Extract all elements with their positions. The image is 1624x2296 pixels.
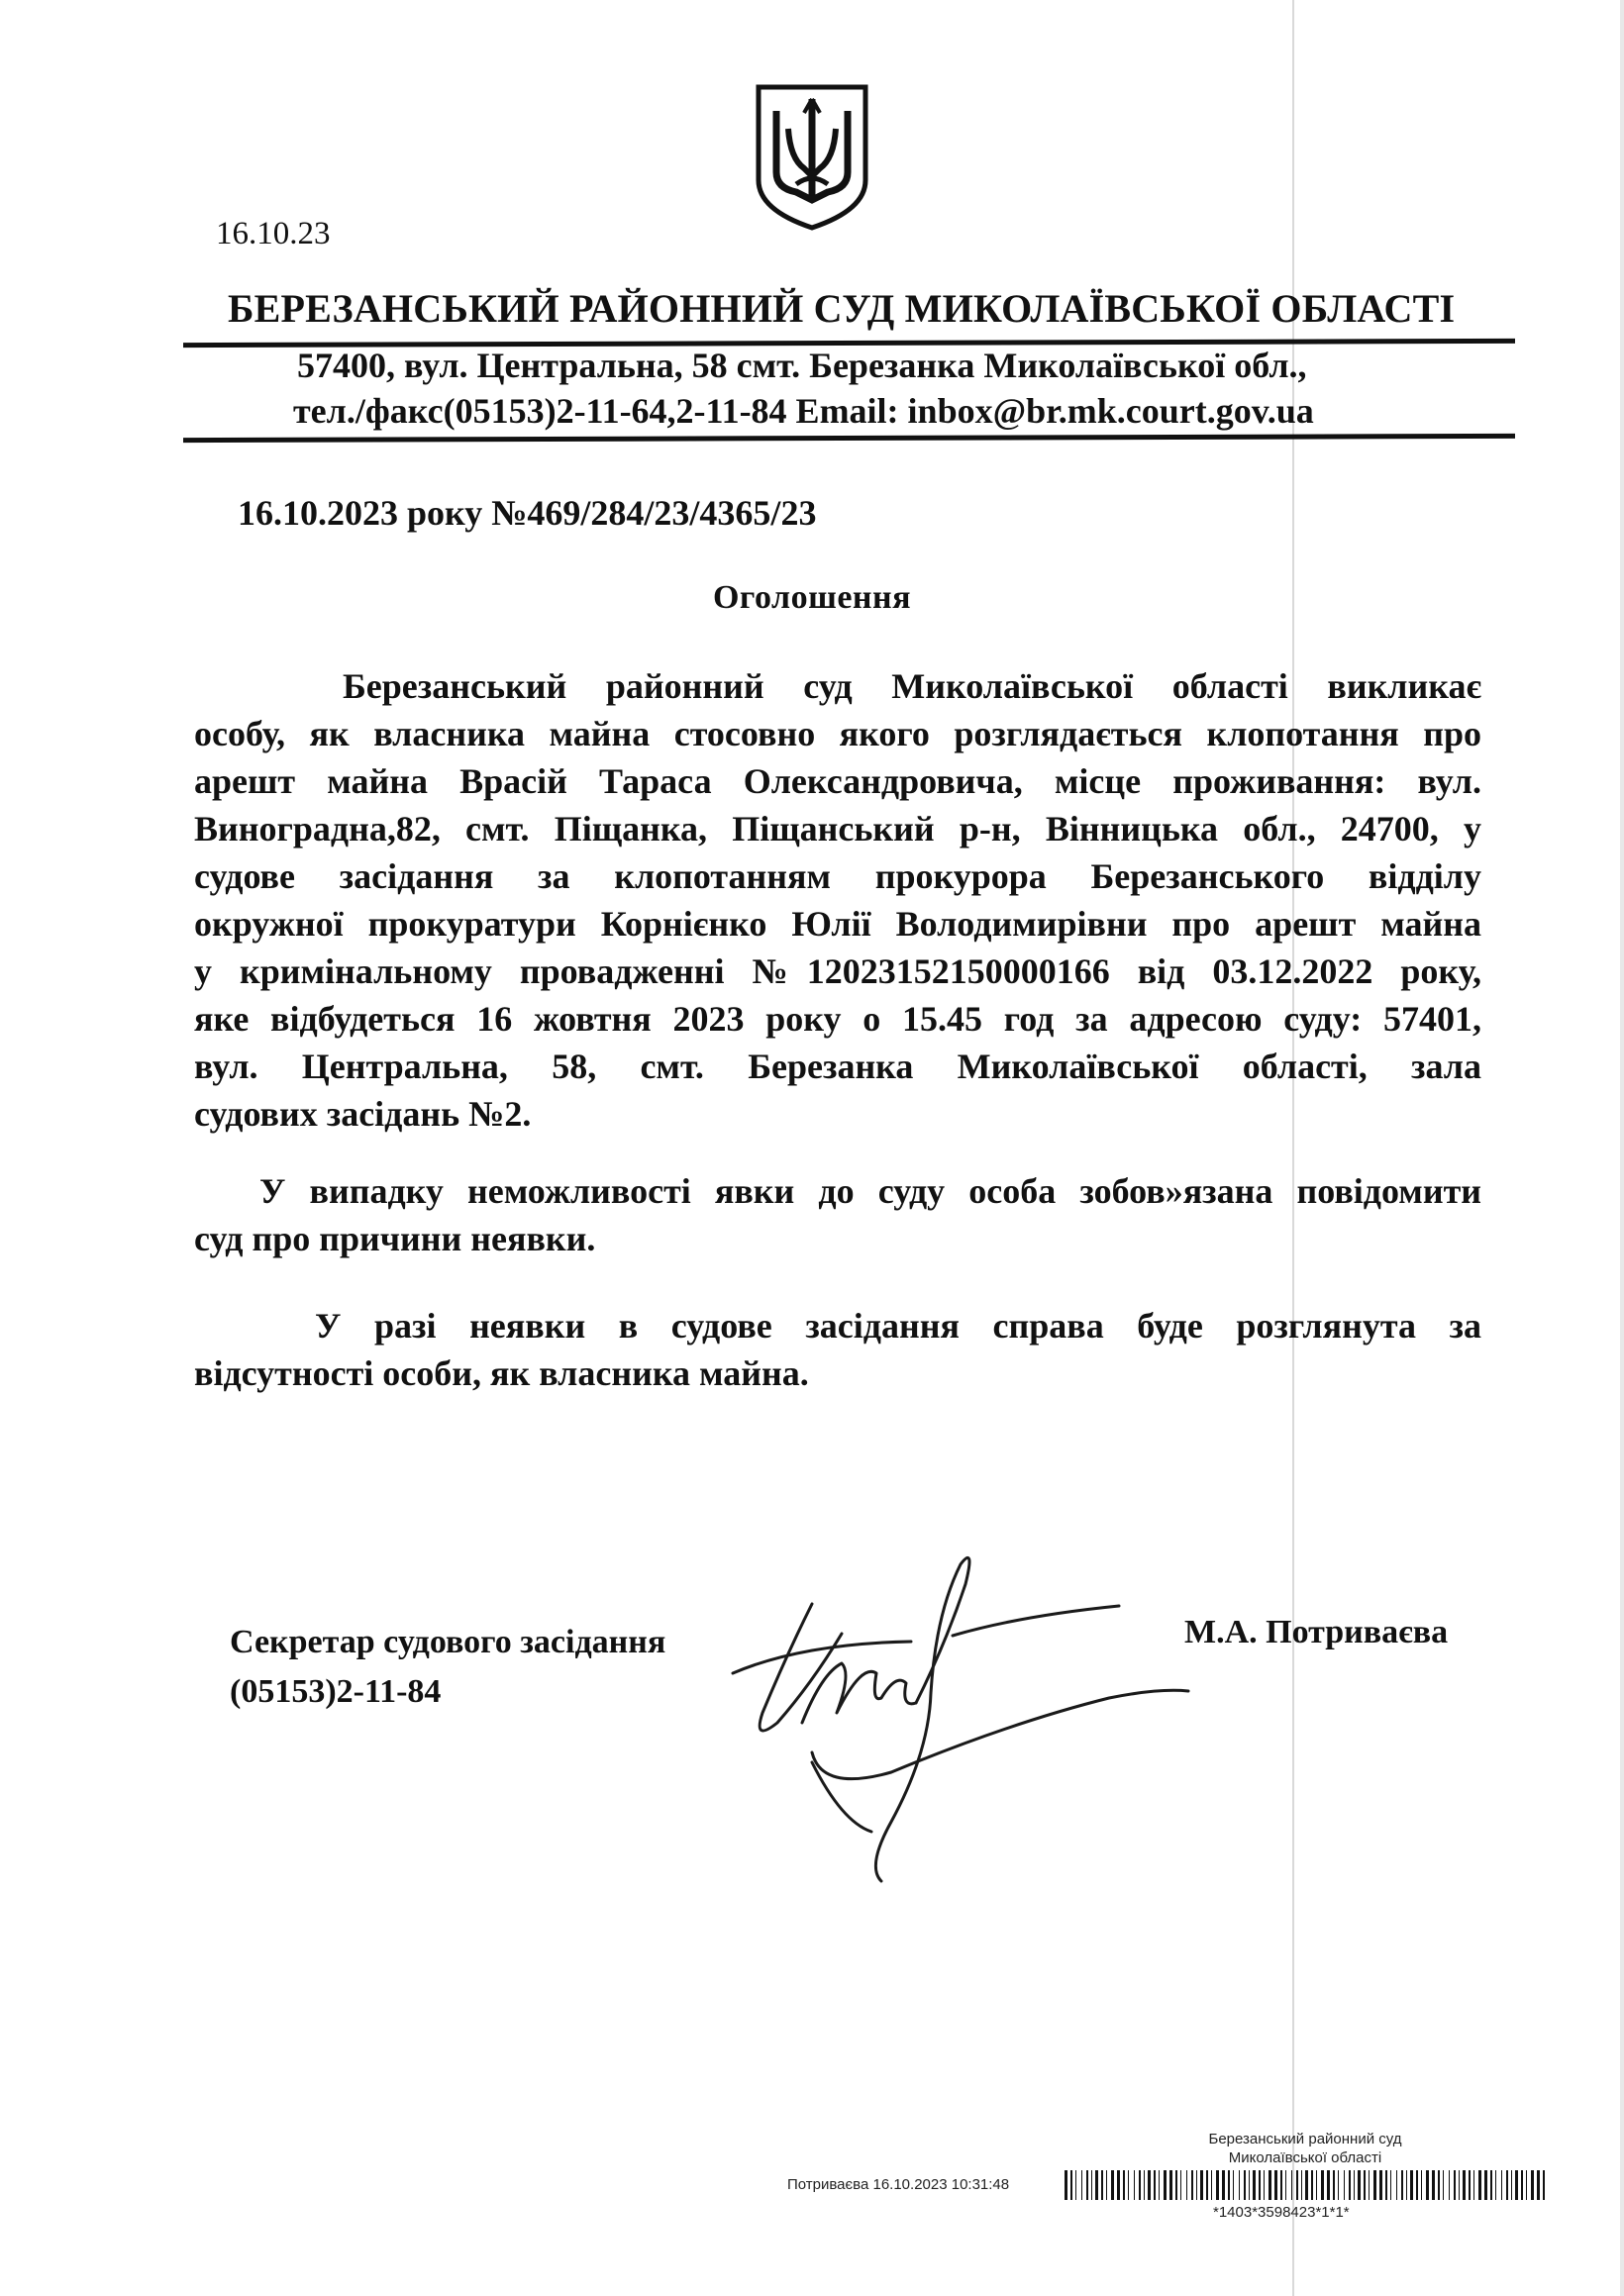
barcode-number: *1403*3598423*1*1* <box>1213 2204 1350 2221</box>
body-line: У разі неявки в судове засідання справа буде розглянута за <box>315 1306 1481 1346</box>
barcode-bar <box>1478 2170 1481 2200</box>
document-reference: 16.10.2023 року №469/284/23/4365/23 <box>238 493 817 533</box>
barcode-bar <box>1443 2170 1444 2200</box>
barcode-bar <box>1144 2170 1145 2200</box>
barcode-bar <box>1274 2170 1277 2200</box>
body-line: яке відбудеться 16 жовтня 2023 року о 15.45 год за адресою суду: 57401, <box>194 999 1481 1039</box>
barcode-bar <box>1291 2170 1292 2200</box>
barcode-bar <box>1495 2170 1496 2200</box>
barcode-bar <box>1253 2170 1256 2200</box>
barcode-bar <box>1385 2170 1387 2200</box>
barcode-bar <box>1506 2170 1508 2200</box>
barcode-bar <box>1484 2170 1487 2200</box>
barcode-bar <box>1123 2170 1125 2200</box>
barcode-bar <box>1169 2170 1172 2200</box>
barcode-bar <box>1216 2170 1219 2200</box>
barcode-bar <box>1473 2170 1474 2200</box>
barcode-bar <box>1301 2170 1302 2200</box>
issue-date: 16.10.23 <box>216 216 331 251</box>
barcode-bar <box>1416 2170 1418 2200</box>
barcode-bar <box>1164 2170 1167 2200</box>
body-line: відсутності особи, як власника майна. <box>194 1353 809 1393</box>
barcode-bar <box>1154 2170 1156 2200</box>
barcode-bar <box>1344 2170 1345 2200</box>
body-line: судових засідань №2. <box>194 1094 532 1134</box>
barcode-bar <box>1373 2170 1376 2200</box>
barcode-bar <box>1264 2170 1265 2200</box>
barcode-bar <box>1421 2170 1422 2200</box>
barcode-bar <box>1354 2170 1355 2200</box>
barcode-bar <box>1296 2170 1298 2200</box>
barcode-bar <box>1148 2170 1151 2200</box>
body-line: арешт майна Врасій Тараса Олександровича, місце проживання: вул. <box>194 761 1481 801</box>
court-name-heading: БЕРЕЗАНСЬКИЙ РАЙОННИЙ СУД МИКОЛАЇВСЬКОЇ ОБЛАСТІ <box>228 286 1456 331</box>
stamp-court-line-2: Миколаївської області <box>1228 2148 1382 2166</box>
barcode-bar <box>1511 2170 1512 2200</box>
barcode-bar <box>1501 2170 1502 2200</box>
barcode-bar <box>1211 2170 1212 2200</box>
signatory-phone: (05153)2-11-84 <box>230 1673 442 1710</box>
barcode-bar <box>1239 2170 1240 2200</box>
stamp-court-line-1: Березанський районний суд <box>1208 2131 1402 2147</box>
barcode-bar <box>1531 2170 1534 2200</box>
barcode-icon <box>1065 2170 1550 2200</box>
body-line: Виноградна,82, смт. Піщанка, Піщанський р-н, Вінницька обл., 24700, у <box>194 809 1481 849</box>
barcode-bar <box>1259 2170 1261 2200</box>
registration-stamp <box>1186 2131 1424 2168</box>
body-line: судове засідання за клопотанням прокурора Березанського відділу <box>194 856 1481 896</box>
barcode-bar <box>1191 2170 1193 2200</box>
barcode-bar <box>1349 2170 1351 2200</box>
barcode-bar <box>1338 2170 1339 2200</box>
barcode-bar <box>1333 2170 1335 2200</box>
barcode-bar <box>1316 2170 1317 2200</box>
barcode-bar <box>1543 2170 1545 2200</box>
barcode-bar <box>1364 2170 1366 2200</box>
body-line: Березанський районний суд Миколаївської області викликає <box>343 666 1481 706</box>
ukraine-trident-emblem-icon <box>753 81 871 232</box>
barcode-bar <box>1111 2170 1114 2200</box>
barcode-bar <box>1106 2170 1107 2200</box>
barcode-bar <box>1159 2170 1160 2200</box>
barcode-bar <box>1305 2170 1308 2200</box>
barcode-bar <box>1175 2170 1177 2200</box>
barcode-bar <box>1134 2170 1135 2200</box>
barcode-bar <box>1526 2170 1527 2200</box>
court-contacts: тел./факс(05153)2-11-64,2-11-84 Email: inbox@br.mk.court.gov.ua <box>293 391 1314 431</box>
barcode-bar <box>1426 2170 1429 2200</box>
barcode-bar <box>1280 2170 1282 2200</box>
body-line: вул. Центральна, 58, смт. Березанка Миколаївської області, зала <box>194 1047 1481 1086</box>
body-line: у кримінальному провадженні №12023152150000166 від 03.12.2022 року, <box>194 951 1481 991</box>
handwritten-signature-icon <box>693 1525 1248 1921</box>
barcode-bar <box>1438 2170 1440 2200</box>
barcode-bar <box>1537 2170 1540 2200</box>
barcode-bar <box>1095 2170 1098 2200</box>
barcode-bar <box>1228 2170 1230 2200</box>
barcode-bar <box>1469 2170 1471 2200</box>
barcode-bar <box>1379 2170 1382 2200</box>
barcode-bar <box>1390 2170 1391 2200</box>
barcode-bar <box>1180 2170 1181 2200</box>
barcode-bar <box>1200 2170 1203 2200</box>
barcode-bar <box>1515 2170 1518 2200</box>
barcode-bar <box>1459 2170 1460 2200</box>
barcode-bar <box>1101 2170 1103 2200</box>
body-line: окружної прокуратури Корнієнко Юлії Володимирівни про арешт майна <box>194 904 1481 944</box>
barcode-bar <box>1186 2170 1187 2200</box>
barcode-bar <box>1075 2170 1076 2200</box>
barcode-bar <box>1432 2170 1435 2200</box>
barcode-bar <box>1401 2170 1403 2200</box>
barcode-bar <box>1327 2170 1330 2200</box>
barcode-bar <box>1244 2170 1246 2200</box>
barcode-bar <box>1285 2170 1286 2200</box>
barcode-bar <box>1449 2170 1450 2200</box>
body-line: У випадку неможливості явки до суду особа зобов»язана повідомити <box>259 1171 1481 1211</box>
court-address: 57400, вул. Центральна, 58 смт. Березанка Миколаївської обл., <box>297 346 1307 385</box>
signatory-title: Секретар судового засідання <box>230 1624 666 1660</box>
registrar-timestamp: Потриваєва 16.10.2023 10:31:48 <box>787 2176 1010 2193</box>
body-line: суд про причини неявки. <box>194 1219 596 1258</box>
barcode-bar <box>1521 2170 1523 2200</box>
barcode-bar <box>1086 2170 1088 2200</box>
barcode-bar <box>1065 2170 1067 2200</box>
barcode-bar <box>1070 2170 1072 2200</box>
barcode-bar <box>1269 2170 1271 2200</box>
barcode-bar <box>1454 2170 1456 2200</box>
document-title: Оголошення <box>712 579 912 616</box>
barcode-bar <box>1081 2170 1082 2200</box>
signatory-name: М.А. Потриваєва <box>1184 1614 1449 1650</box>
barcode-bar <box>1249 2170 1250 2200</box>
barcode-bar <box>1463 2170 1466 2200</box>
barcode-bar <box>1222 2170 1225 2200</box>
barcode-bar <box>1396 2170 1397 2200</box>
barcode-bar <box>1406 2170 1407 2200</box>
barcode-bar <box>1139 2170 1141 2200</box>
barcode-bar <box>1117 2170 1120 2200</box>
barcode-bar <box>1311 2170 1313 2200</box>
barcode-bar <box>1206 2170 1208 2200</box>
barcode-bar <box>1128 2170 1129 2200</box>
barcode-bar <box>1196 2170 1197 2200</box>
header-rule-bottom <box>183 434 1515 443</box>
scan-edge-shade <box>1620 0 1624 2296</box>
barcode-bar <box>1358 2170 1361 2200</box>
barcode-bar <box>1410 2170 1413 2200</box>
body-line: особу, як власника майна стосовно якого розглядається клопотання про <box>194 714 1481 753</box>
barcode-bar <box>1321 2170 1324 2200</box>
barcode-bar <box>1490 2170 1492 2200</box>
barcode-bar <box>1233 2170 1234 2200</box>
barcode-bar <box>1091 2170 1092 2200</box>
barcode-bar <box>1369 2170 1370 2200</box>
